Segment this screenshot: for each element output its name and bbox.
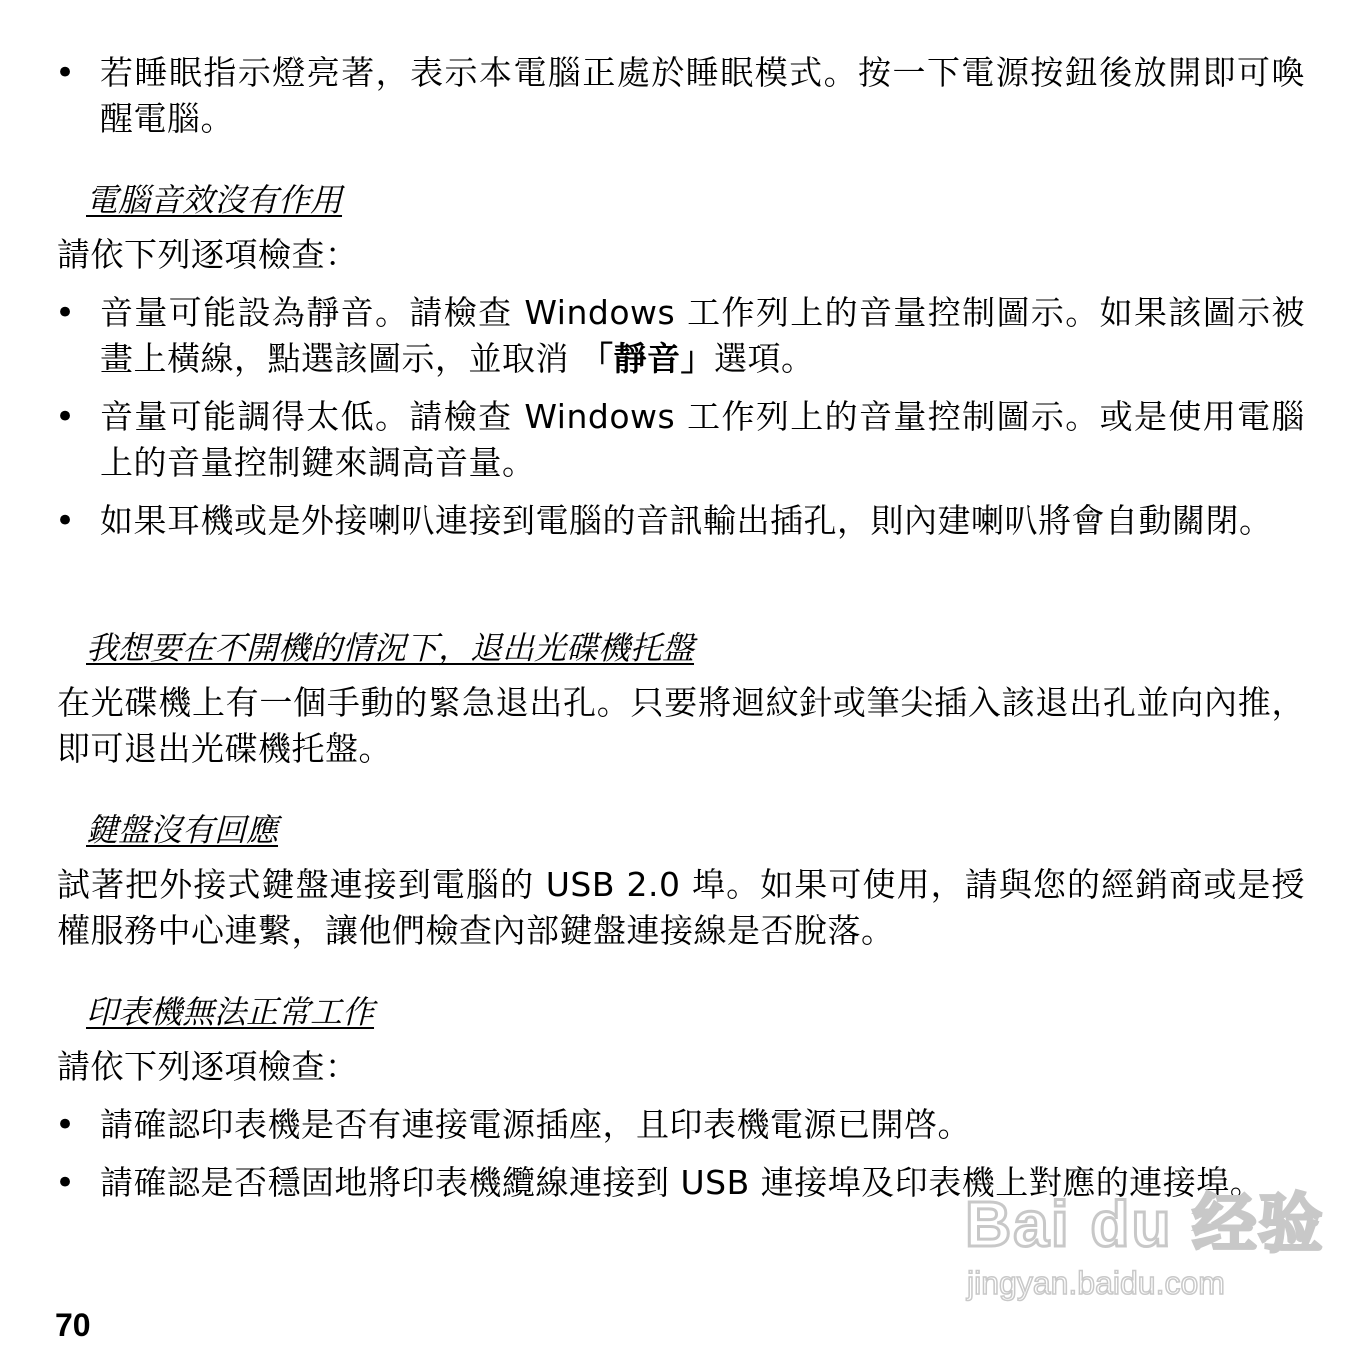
baidu-watermark [965,1188,1325,1308]
baidu-logo: Bai du 经验 [965,1188,1325,1260]
keyboard-body: 試著把外接式鍵盤連接到電腦的 USB 2.0 埠。如果可使用，請與您的經銷商或是授權服務中心連繫，讓他們檢查內部鍵盤連接線是否脫落。 [57,865,1305,950]
bullet-marker: • [55,397,76,437]
bullet-text-part: 選項。 [714,339,815,378]
mute-option-label: 「靜音」 [580,339,714,378]
watermark-url: jingyan.baidu.com [967,1265,1225,1301]
bullet-marker: • [55,501,76,541]
bullet-marker: • [55,53,76,93]
printer-intro: 請依下列逐項檢查： [57,1047,359,1086]
bullet-text: 若睡眠指示燈亮著，表示本電腦正處於睡眠模式。按一下電源按鈕後放開即可喚醒電腦。 [100,53,1305,138]
page-number: 70 [55,1307,91,1343]
bullet-marker: • [55,1163,76,1203]
bullet-text: 請確認是否穩固地將印表機纜線連接到 USB 連接埠及印表機上對應的連接埠。 [100,1163,1264,1202]
bullet-text: 請確認印表機是否有連接電源插座，且印表機電源已開啓。 [100,1105,971,1144]
bullet-marker: • [55,1105,76,1145]
audio-intro: 請依下列逐項檢查： [57,235,359,274]
bullet-text-part: 音量可能設為靜音。請檢查 Windows 工作列上的音量控制圖示。如果該圖示被畫上橫線，點選該圖示，並取消 [100,293,1305,378]
optical-body: 在光碟機上有一個手動的緊急退出孔。只要將迴紋針或筆尖插入該退出孔並向內推，即可退出光碟機托盤。 [57,683,1305,768]
optical-heading: 我想要在不開機的情況下，退出光碟機托盤 [86,629,695,667]
audio-heading: 電腦音效沒有作用 [86,181,343,219]
bullet-text: 音量可能調得太低。請檢查 Windows 工作列上的音量控制圖示。或是使用電腦上的音量控制鍵來調高音量。 [100,397,1305,482]
printer-heading: 印表機無法正常工作 [86,993,375,1031]
bullet-marker: • [55,293,76,333]
bullet-text: 如果耳機或是外接喇叭連接到電腦的音訊輸出插孔，則內建喇叭將會自動關閉。 [100,501,1273,540]
bullet-text [100,290,1305,382]
keyboard-heading: 鍵盤沒有回應 [86,811,279,849]
